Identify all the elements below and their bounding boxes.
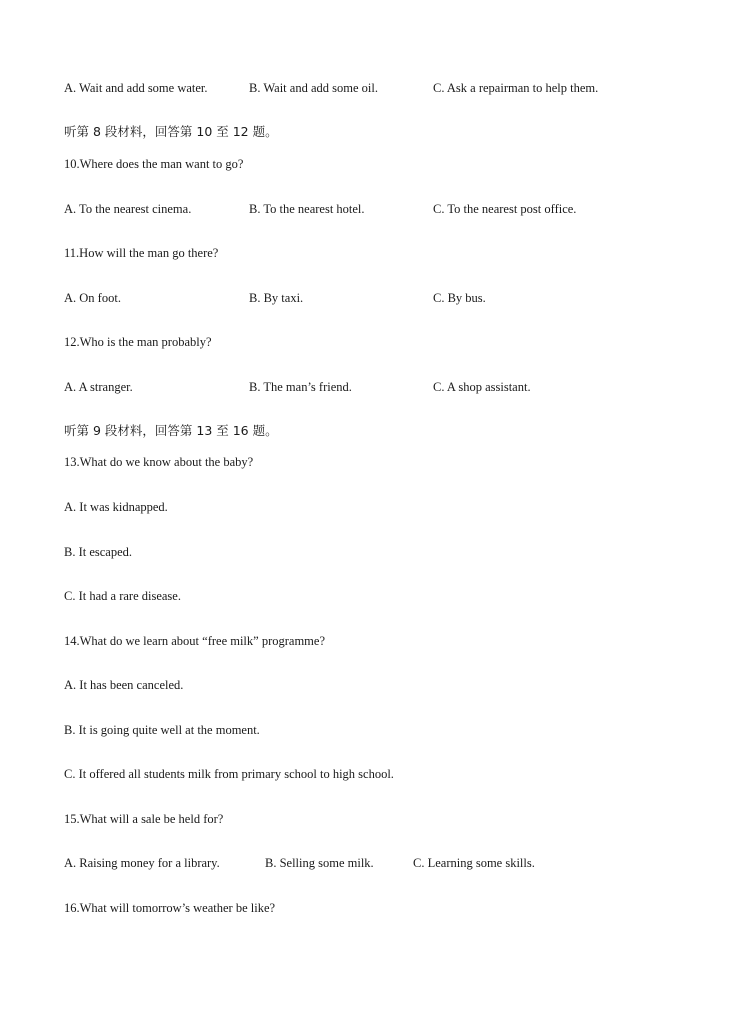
question-11: 11.How will the man go there? <box>64 246 219 260</box>
q13-option-c: C. It had a rare disease. <box>64 589 181 603</box>
q12-option-c: C. A shop assistant. <box>433 380 531 394</box>
question-16: 16.What will tomorrow’s weather be like? <box>64 901 276 915</box>
q11-option-b: B. By taxi. <box>249 291 304 305</box>
q15-option-a: A. Raising money for a library. <box>64 856 220 870</box>
question-10: 10.Where does the man want to go? <box>64 157 244 171</box>
q9-option-b: B. Wait and add some oil. <box>249 81 378 95</box>
question-14: 14.What do we learn about “free milk” programme? <box>64 634 325 648</box>
q15-option-c: C. Learning some skills. <box>413 856 535 870</box>
q12-option-b: B. The man’s friend. <box>249 380 352 394</box>
q11-option-a: A. On foot. <box>64 291 121 305</box>
q13-option-b: B. It escaped. <box>64 545 133 559</box>
question-15: 15.What will a sale be held for? <box>64 812 224 826</box>
q10-option-a: A. To the nearest cinema. <box>64 202 192 216</box>
section-8-header: 听第 8 段材料，回答第 10 至 12 题。 <box>64 124 278 139</box>
section-9-header: 听第 9 段材料，回答第 13 至 16 题。 <box>64 423 278 438</box>
q10-option-b: B. To the nearest hotel. <box>249 202 365 216</box>
question-13: 13.What do we know about the baby? <box>64 455 254 469</box>
q12-option-a: A. A stranger. <box>64 380 133 394</box>
q11-option-c: C. By bus. <box>433 291 486 305</box>
q14-option-b: B. It is going quite well at the moment. <box>64 723 260 737</box>
q13-option-a: A. It was kidnapped. <box>64 500 168 514</box>
question-12: 12.Who is the man probably? <box>64 335 212 349</box>
q15-option-b: B. Selling some milk. <box>265 856 374 870</box>
q9-option-c: C. Ask a repairman to help them. <box>433 81 599 95</box>
q14-option-a: A. It has been canceled. <box>64 678 184 692</box>
q9-option-a: A. Wait and add some water. <box>64 81 208 95</box>
q14-option-c: C. It offered all students milk from primary school to high school. <box>64 767 394 781</box>
q10-option-c: C. To the nearest post office. <box>433 202 577 216</box>
